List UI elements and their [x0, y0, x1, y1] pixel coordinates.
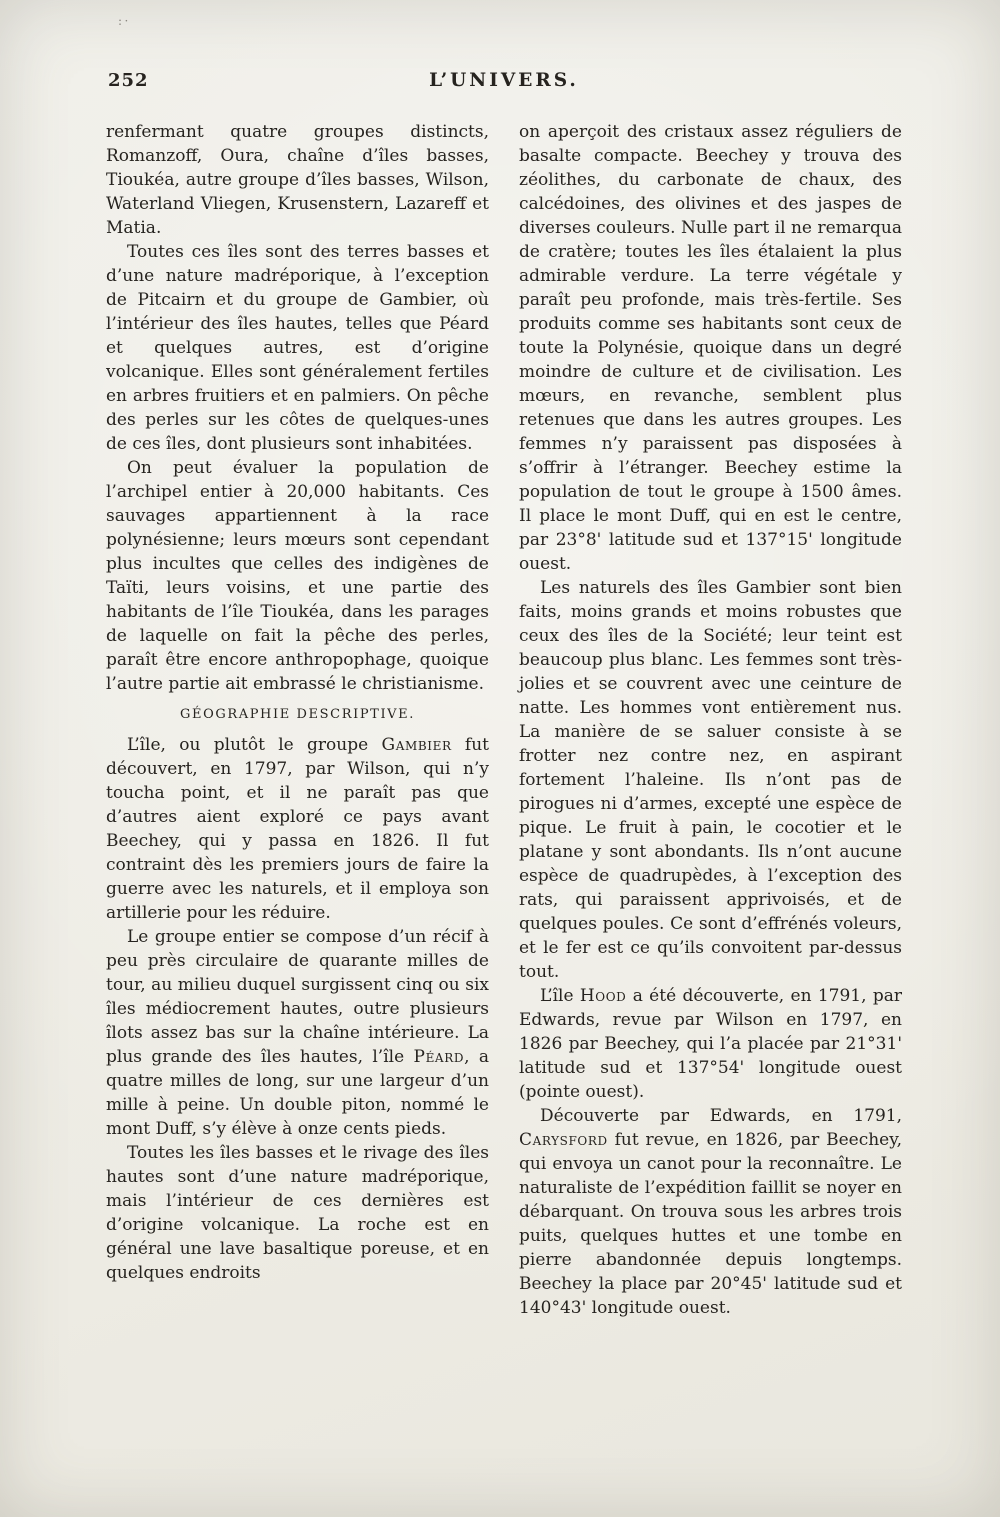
text-run: Les naturels des îles Gambier sont bien faits, moins grands et moins robustes que ceux des îles de la Société; leur teint est beaucoup plus blanc. Les femmes sont très-jolies et se couvrent avec une ceinture de natte. Les hommes vont entièrement nus. La manière de se saluer consiste à se frotter nez contre nez, en aspirant fortement l’haleine. Ils n’ont pas de pirogues ni d’armes, excepté une espèce de pique. Le fruit à pain, le cocotier et le platane y sont abondants. Ils n’ont aucune espèce de quadrupèdes, à l’exception des rats, qui paraissent apprivoisés, et de quelques poules. Ce sont d’effrénés voleurs, et le fer est ce qu’ils convoitent par-dessus tout.	[519, 578, 902, 982]
text-run: on aperçoit des cristaux assez réguliers de basalte compacte. Beechey y trouva des zéolithes, du carbonate de chaux, des calcédoines, des olivines et des jaspes de diverses couleurs. Nulle part il ne remarqua de cratère; toutes les îles étalaient la plus admirable verdure. La terre végétale y paraît peu profonde, mais très-fertile. Ses produits comme ses habitants sont ceux de toute la Polynésie, quoique dans un degré moindre de culture et de civilisation. Les mœurs, en revanche, semblent plus retenues que dans les autres groupes. Les femmes n’y paraissent pas disposées à s’offrir à l’étranger. Beechey estime la population de tout le groupe à 1500 âmes. Il place le mont Duff, qui en est le centre, par 23°8' latitude sud et 137°15' longitude ouest.	[519, 122, 902, 574]
text-run: fut revue, en 1826, par Beechey, qui envoya un canot pour la reconnaître. Le naturaliste de l’expédition faillit se noyer en débarquant. On trouva sous les arbres trois puits, quelques huttes et une tombe en pierre abandonnée depuis longtemps. Beechey la place par 20°45' latitude sud et 140°43' longitude ouest.	[519, 1130, 902, 1318]
text-columns	[106, 120, 902, 1320]
right-column	[519, 120, 902, 1320]
paragraph	[106, 1141, 489, 1285]
text-run: L’île	[540, 986, 580, 1006]
text-run: a été découverte, en 1791, par Edwards, revue par Wilson en 1797, en 1826 par Beechey, qui l’a placée par 21°31' latitude sud et 137°54' longitude ouest (pointe ouest).	[519, 986, 902, 1102]
text-run: Le groupe entier se compose d’un récif à peu près circulaire de quarante milles de tour, au milieu duquel surgissent cinq ou six îles médiocrement hautes, outre plusieurs îlots assez bas sur la chaîne intérieure. La plus grande des îles hautes, l’île	[106, 927, 489, 1067]
section-heading: GÉOGRAPHIE DESCRIPTIVE.	[180, 707, 415, 722]
paragraph	[106, 120, 489, 240]
paragraph	[106, 456, 489, 696]
paragraph	[519, 1104, 902, 1320]
proper-name-smallcaps: Carysford	[519, 1130, 608, 1150]
text-run: Toutes ces îles sont des terres basses et d’une nature madréporique, à l’exception de Pitcairn et du groupe de Gambier, où l’intérieur des îles hautes, telles que Péard et quelques autres, est d’origine volcanique. Elles sont généralement fertiles en arbres fruitiers et en palmiers. On pêche des perles sur les côtes de quelques-unes de ces îles, dont plusieurs sont inhabitées.	[106, 242, 489, 454]
text-run: , a quatre milles de long, sur une largeur d’un mille à peine. Un double piton, nommé le mont Duff, s’y élève à onze cents pieds.	[106, 1047, 489, 1139]
proper-name-smallcaps: Gambier	[381, 735, 452, 755]
page-number: 252	[108, 70, 149, 91]
page-header	[106, 70, 902, 98]
text-run: Découverte par Edwards, en 1791,	[540, 1106, 902, 1126]
paragraph	[106, 733, 489, 925]
paragraph	[519, 120, 902, 576]
proper-name-smallcaps: Hood	[579, 986, 627, 1006]
proper-name-smallcaps: Péard	[413, 1047, 465, 1067]
scan-artifact: : ·	[118, 14, 129, 28]
paragraph	[519, 576, 902, 984]
paragraph	[519, 984, 902, 1104]
text-run: On peut évaluer la population de l’archipel entier à 20,000 habitants. Ces sauvages appartiennent à la race polynésienne; leurs mœurs sont cependant plus incultes que celles des indigènes de Taïti, leurs voisins, et une partie des habitants de l’île Tioukéa, dans les parages de laquelle on fait la pêche des perles, paraît être encore anthropophage, quoique l’autre partie ait embrassé le christianisme.	[106, 458, 489, 694]
text-run: renfermant quatre groupes distincts, Romanzoff, Oura, chaîne d’îles basses, Tioukéa, autre groupe d’îles basses, Wilson, Waterland Vliegen, Krusenstern, Lazareff et Matia.	[106, 122, 489, 238]
paragraph	[106, 240, 489, 456]
text-run: Toutes les îles basses et le rivage des îles hautes sont d’une nature madréporique, mais l’intérieur de ces dernières est d’origine volcanique. La roche est en général une lave basaltique poreuse, et en quelques endroits	[106, 1143, 489, 1283]
left-column	[106, 120, 489, 1320]
text-run: fut découvert, en 1797, par Wilson, qui n’y toucha point, et il ne paraît pas que d’autres aient exploré ce pays avant Beechey, qui y passa en 1826. Il fut contraint dès les premiers jours de faire la guerre avec les naturels, et il employa son artillerie pour les réduire.	[106, 735, 489, 923]
running-title: L’UNIVERS.	[429, 70, 579, 91]
text-run: L’île, ou plutôt le groupe	[127, 735, 382, 755]
paragraph	[106, 925, 489, 1141]
